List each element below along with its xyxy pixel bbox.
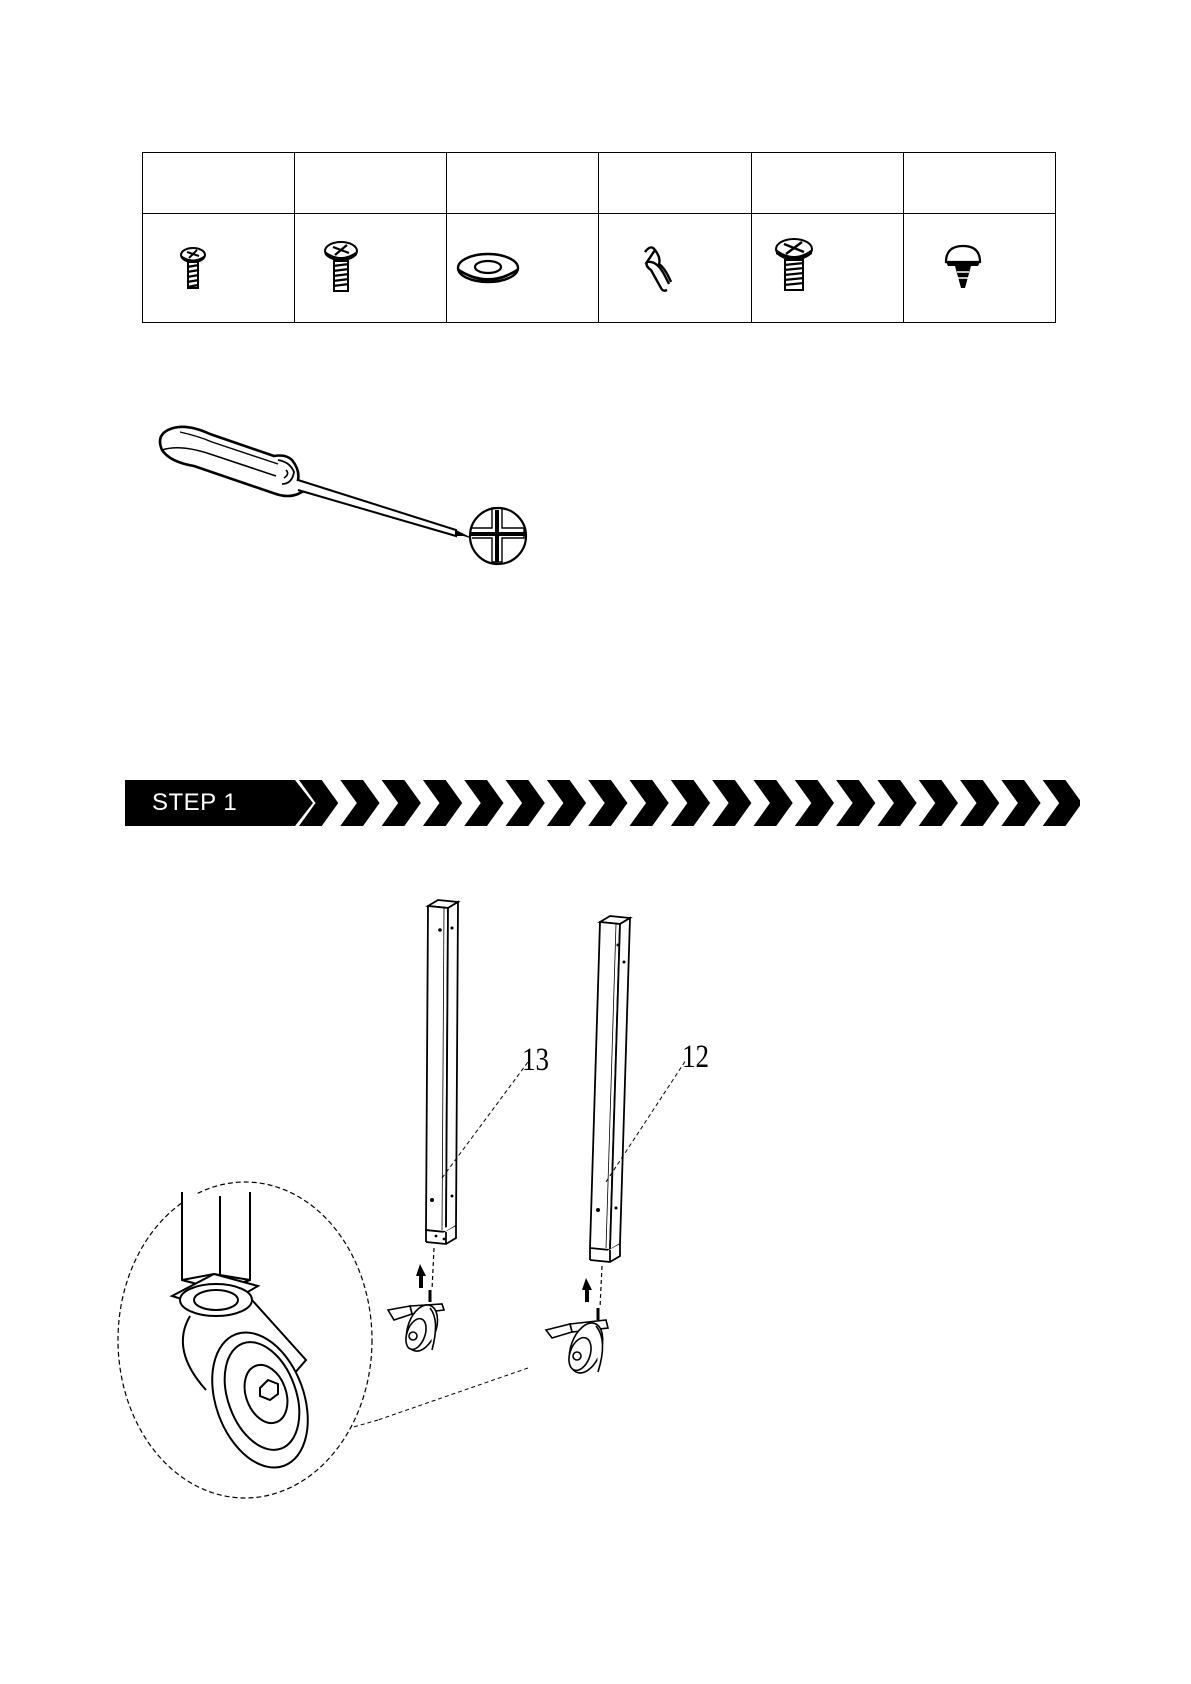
chevron (464, 780, 503, 826)
parts-header-cell-6 (903, 153, 1055, 214)
parts-header-cell-4 (599, 153, 751, 214)
large-phillips-bolt-icon (764, 233, 824, 303)
small-phillips-screw-icon (163, 238, 223, 298)
step-chevrons (299, 780, 1080, 826)
chevron (340, 780, 379, 826)
parts-table-icon-row (143, 214, 1056, 323)
insert-arrows (416, 1248, 602, 1308)
callout-13: 13 (522, 1042, 550, 1078)
flat-washer-icon (453, 243, 523, 293)
step-banner (125, 780, 1080, 826)
plastic-rivet-icon (938, 238, 988, 298)
chevron (919, 780, 958, 826)
chevron (423, 780, 462, 826)
parts-icon-cell-6 (903, 214, 1055, 323)
caster-12 (546, 1308, 609, 1378)
parts-icon-cell-5 (751, 214, 903, 323)
chevron (712, 780, 751, 826)
chevron (795, 780, 834, 826)
chevron (753, 780, 792, 826)
chevron (836, 780, 875, 826)
parts-icon-cell-2 (295, 214, 447, 323)
parts-header-cell-2 (295, 153, 447, 214)
step-label: STEP 1 (152, 789, 238, 816)
leg-13 (426, 900, 458, 1244)
phillips-bolt-icon (311, 233, 371, 303)
caster-13 (388, 1290, 444, 1355)
assembly-illustration (110, 890, 730, 1510)
chevron (547, 780, 586, 826)
chevron (877, 780, 916, 826)
leg-12 (590, 916, 630, 1262)
parts-table-header-row (143, 153, 1056, 214)
parts-icon-cell-1 (143, 214, 295, 323)
chevron (960, 780, 999, 826)
chevron (382, 780, 421, 826)
parts-icon-cell-4 (599, 214, 751, 323)
parts-header-cell-3 (447, 153, 599, 214)
phillips-screwdriver-icon (150, 410, 540, 570)
parts-icon-cell-3 (447, 214, 599, 323)
chevron (1043, 780, 1080, 826)
parts-header-cell-5 (751, 153, 903, 214)
callout-leaders (350, 1060, 686, 1428)
chevron (588, 780, 627, 826)
r-clip-pin-icon (635, 238, 685, 298)
chevron (630, 780, 669, 826)
chevron (671, 780, 710, 826)
parts-table (142, 152, 1056, 323)
chevron (1001, 780, 1040, 826)
callout-12: 12 (682, 1039, 710, 1075)
chevron (506, 780, 545, 826)
parts-header-cell-1 (143, 153, 295, 214)
caster-detail-zoom (118, 1182, 372, 1498)
